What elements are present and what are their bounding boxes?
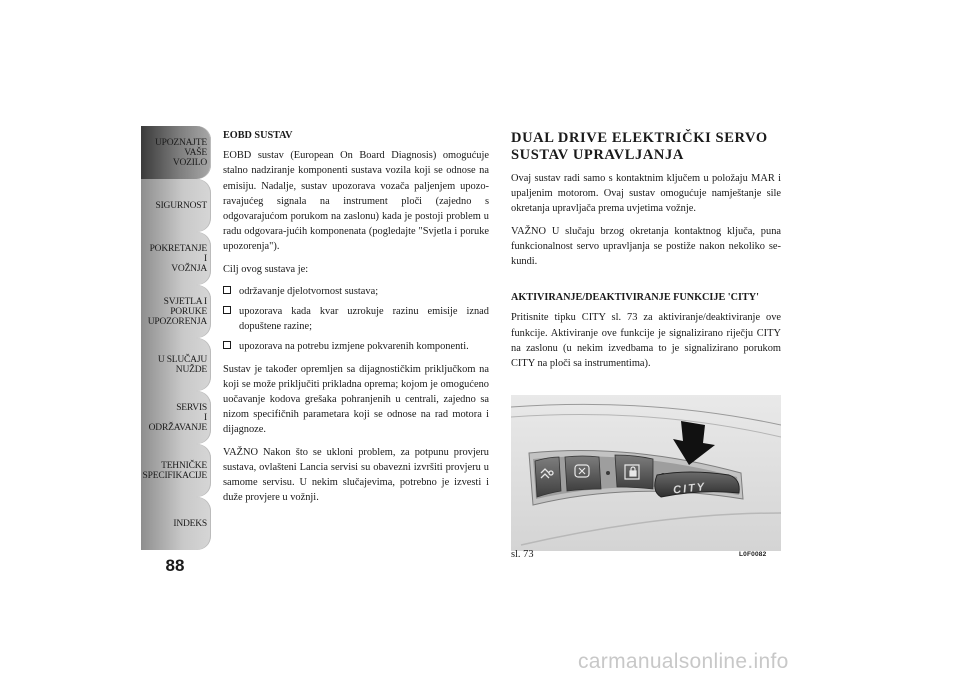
city-button-label: CITY [672,481,707,497]
tab-label: TEHNIČKE SPECIFIKACIJE [142,460,207,481]
list-item [223,304,489,334]
right-column [511,128,781,378]
tab-servis-i-odrzavanje[interactable] [141,391,211,444]
dashboard-switch-illustration [511,395,781,551]
tab-indeks[interactable] [141,497,211,550]
tab-label: INDEKS [173,518,207,529]
tab-sigurnost[interactable] [141,179,211,232]
checkbox-bullet-icon [223,286,231,294]
dual-drive-heading: DUAL DRIVE ELEKTRIČKI SERVO SUSTAV UPRAVLJANJA [511,130,768,163]
list-item-text: održavanje djelotvornost sustava; [239,285,379,297]
list-item [223,339,489,354]
eobd-paragraph-2: Cilj ovog sustava je: [223,263,309,275]
eobd-paragraph-3: Sustav je također opremljen sa dijagnostičkim priključkom na koji se može priključiti prikladna oprema; kojom je omogućeno uočavanje kodova grešaka pohranjenih u centrali, zajedno sa nizom specifičnih parametara koji se odnose na rad motora i dijagnoze. [223,363,489,436]
figure-caption: sl. 73 [511,549,534,560]
figure-city-button [511,395,781,551]
tab-tehnicke-specifikacije[interactable] [141,444,211,497]
dual-drive-paragraph-1: Ovaj sustav radi samo s kontaktnim ključem u položaju MAR i upaljenim motorom. Ovaj sustav omogućuje namještanje sile okretanja upravljača prema uvjetima vožnje. [511,173,781,215]
figure-code: L0F0082 [739,551,767,558]
page-number: 88 [165,556,185,575]
tab-label: SERVIS I ODRŽAVANJE [148,402,207,433]
eobd-paragraph-1: EOBD sustav (European On Board Diagnosis) omogućuje stalno nadziranje komponenti sustava vozila koji se odnose na emisiju. Nadalje, sustav upozorava vozača paljenjem upozo-ravajućeg signala na instrument ploči (zajedno s odgovarajućom porukom na zaslonu) kada je postoji problem u radu odgovara-jućih komponenata (pogledajte "Svjetla i poruke upozorenja"). [223,150,489,253]
tab-u-slucaju-nuzde[interactable] [141,338,211,391]
list-item-text: upozorava na potrebu izmjene pokvarenih komponenti. [239,341,469,353]
tab-label: SIGURNOST [155,200,207,211]
watermark: carmanualsonline.info [578,650,789,673]
tab-label: UPOZNAJTE VAŠE VOZILO [154,137,207,168]
tab-upoznajte-vase-vozilo[interactable] [141,126,211,179]
eobd-heading: EOBD SUSTAV [223,130,293,141]
list-item-text: upozorava kada kvar uzrokuje razinu emisije iznad dopuštene razine; [239,306,489,333]
tab-svjetla-i-poruke[interactable] [141,285,211,338]
tab-pokretanje-i-voznja[interactable] [141,232,211,285]
checkbox-bullet-icon [223,341,231,349]
led-indicator [606,471,610,475]
city-heading: AKTIVIRANJE/DEAKTIVIRANJE FUNKCIJE 'CITY' [511,292,759,304]
list-item [223,284,489,299]
chapter-tabs [141,126,211,550]
city-paragraph: Pritisnite tipku CITY sl. 73 za aktiviranje/deaktiviranje ove funkcije. Aktiviranje ove funkcije je signalizirano riječju CITY na zaslonu (u nekim izvedbama to je signalizirano porukom CITY na ploči sa instrumentima). [511,312,781,370]
checkbox-bullet-icon [223,306,231,314]
tab-label: U SLUČAJU NUŽDE [157,354,207,375]
eobd-bullet-list [223,284,489,355]
dual-drive-paragraph-2: VAŽNO U slučaju brzog okretanja kontaktnog ključa, puna funkcionalnost servo upravljanja se postiže nakon nekoliko se-kundi. [511,225,781,268]
eobd-paragraph-4: VAŽNO Nakon što se ukloni problem, za potpunu provjeru sustava, ovlašteni Lancia servisi su obavezni izvršiti provjeru u samome servisu. U nekim slučajevima, potrebno je izvesti i duže provjere u vožnji. [223,446,489,504]
left-column [223,128,489,512]
tab-label: POKRETANJE I VOŽNJA [149,243,207,274]
tab-label: SVJETLA I PORUKE UPOZORENJA [147,296,207,327]
